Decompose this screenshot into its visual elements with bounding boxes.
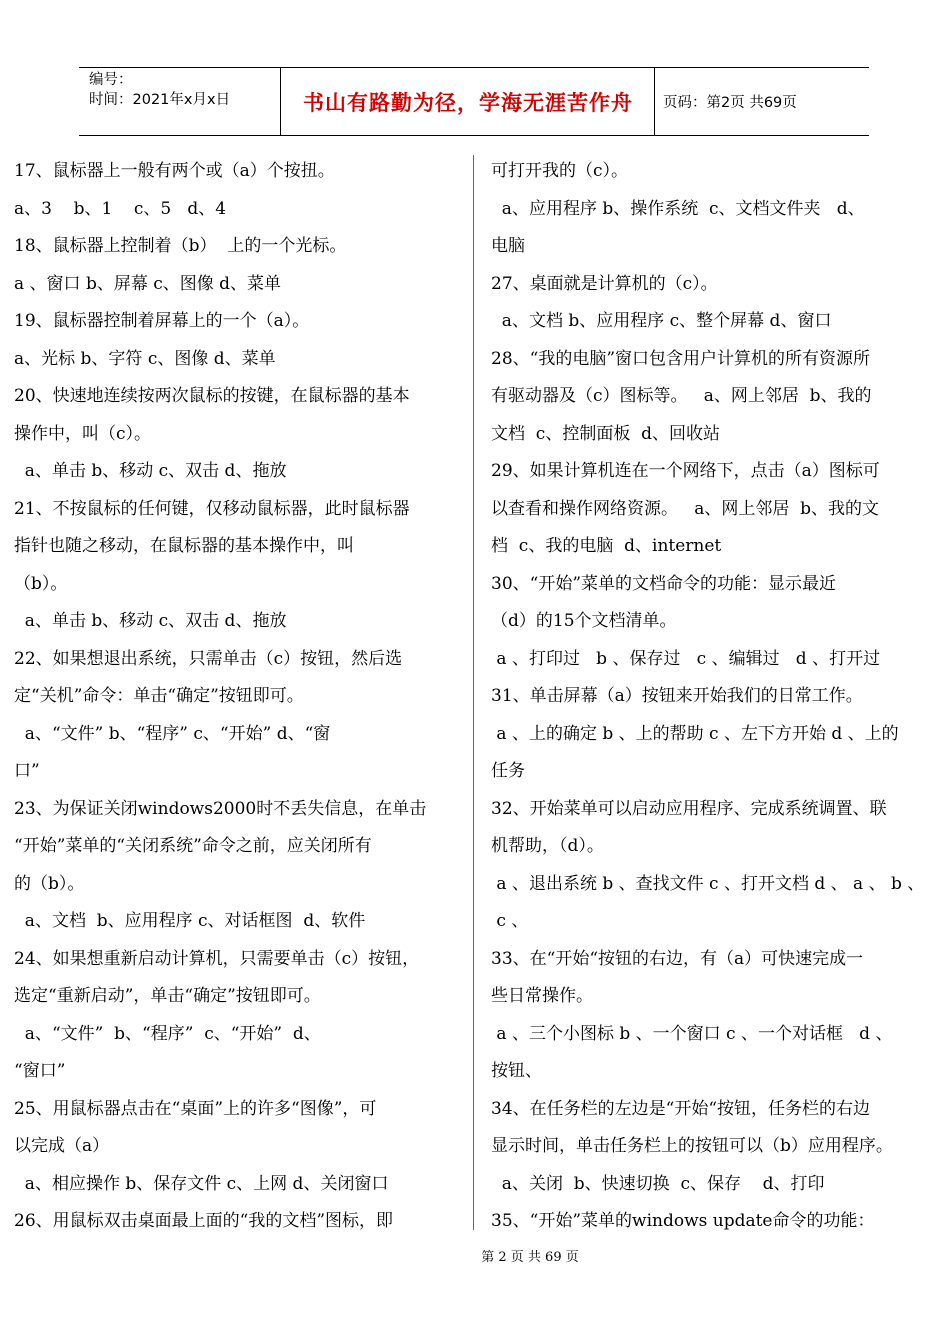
text-line: a、文档 b、应用程序 c、整个屏幕 d、窗口 — [491, 311, 832, 331]
text-line: 27、桌面就是计算机的（c）。 — [491, 273, 718, 294]
text-line: “开始”菜单的“关闭系统”命令之前，应关闭所有 — [14, 836, 372, 856]
text-line: 34、在任务栏的左边是“开始“按钮，任务栏的右边 — [491, 1098, 871, 1119]
text-line: 32、开始菜单可以启动应用程序、完成系统调置、联 — [491, 798, 887, 819]
text-line: 以完成（a） — [14, 1136, 110, 1156]
text-line: a、相应操作 b、保存文件 c、上网 d、关闭窗口 — [14, 1173, 389, 1194]
text-line: “窗口” — [14, 1061, 66, 1081]
text-line: 的（b）。 — [14, 873, 85, 894]
text-line: （b）。 — [14, 573, 68, 594]
header-motto: 书山有路勤为径，学海无涯苦作舟 — [303, 89, 633, 115]
text-line: 17、鼠标器上一般有两个或（a）个按扭。 — [14, 161, 335, 181]
text-line: a、3 b、1 c、5 d、4 — [14, 198, 227, 219]
text-line: a、应用程序 b、操作系统 c、文档文件夹 d、 — [491, 198, 865, 219]
text-line: 35、“开始”菜单的windows update命令的功能： — [491, 1211, 875, 1231]
text-line: 26、用鼠标双击桌面最上面的“我的文档”图标，即 — [14, 1211, 394, 1231]
text-line: 24、如果想重新启动计算机，只需要单击（c）按钮， — [14, 948, 420, 969]
page-header — [79, 67, 869, 136]
text-line: 选定“重新启动”，单击“确定”按钮即可。 — [14, 986, 321, 1006]
text-line: 电脑 — [491, 236, 525, 256]
text-line: 18、鼠标器上控制着（b） 上的一个光标。 — [14, 236, 347, 256]
text-line: a 、退出系统 b 、查找文件 c 、打开文档 d 、 a 、 b 、 — [491, 873, 925, 894]
text-line: 19、鼠标器控制着屏幕上的一个（a）。 — [14, 311, 310, 331]
text-line: c 、 — [491, 911, 529, 931]
text-line: a、光标 b、字符 c、图像 d、菜单 — [14, 348, 276, 369]
text-line: 33、在“开始“按钮的右边，有（a）可快速完成一 — [491, 948, 864, 969]
text-line: 25、用鼠标器点击在“桌面”上的许多“图像”，可 — [14, 1098, 377, 1119]
text-line: 29、如果计算机连在一个网络下，点击（a）图标可 — [491, 461, 880, 481]
text-line: 口” — [14, 761, 40, 781]
right-column — [491, 153, 938, 1241]
text-line: 机帮助，（d）。 — [491, 836, 604, 856]
text-line: 显示时间，单击任务栏上的按钮可以（b）应用程序。 — [491, 1136, 893, 1156]
text-line: a、关闭 b、快速切换 c、保存 d、打印 — [491, 1173, 825, 1194]
document-time: 时间：2021年x月x日 — [89, 92, 231, 108]
document-number-label: 编号： — [89, 72, 133, 88]
text-line: 按钮、 — [491, 1061, 542, 1081]
header-separator — [654, 68, 655, 135]
text-line: （d）的15个文档清单。 — [491, 611, 677, 631]
header-page-info: 页码：第2页 共69页 — [663, 95, 797, 111]
text-line: 22、如果想退出系统，只需单击（c）按钮，然后选 — [14, 648, 403, 669]
text-line: 操作中，叫（c）。 — [14, 423, 152, 444]
text-line: 21、不按鼠标的任何键，仅移动鼠标器，此时鼠标器 — [14, 498, 410, 519]
page-footer: 第 2 页 共 69 页 — [481, 1250, 579, 1265]
text-line: a、文档 b、应用程序 c、对话框图 d、软件 — [14, 911, 366, 931]
text-line: 文档 c、控制面板 d、回收站 — [491, 423, 721, 444]
text-line: 30、“开始”菜单的文档命令的功能：显示最近 — [491, 573, 837, 594]
header-meta — [89, 70, 279, 110]
text-line: a、单击 b、移动 c、双击 d、拖放 — [14, 611, 287, 631]
left-column — [14, 153, 461, 1241]
column-divider — [473, 155, 474, 1230]
text-line: a 、上的确定 b 、上的帮助 c 、左下方开始 d 、上的 — [491, 723, 899, 744]
text-line: 指针也随之移动，在鼠标器的基本操作中，叫 — [14, 536, 354, 556]
text-line: 28、“我的电脑”窗口包含用户计算机的所有资源所 — [491, 348, 871, 369]
text-line: a 、窗口 b、屏幕 c、图像 d、菜单 — [14, 273, 282, 294]
text-line: 31、单击屏幕（a）按钮来开始我们的日常工作。 — [491, 686, 863, 706]
text-line: 20、快速地连续按两次鼠标的按键，在鼠标器的基本 — [14, 386, 410, 406]
text-line: a 、打印过 b 、保存过 c 、编辑过 d 、打开过 — [491, 648, 881, 669]
text-line: 以查看和操作网络资源。 a、网上邻居 b、我的文 — [491, 498, 880, 519]
text-line: 任务 — [491, 761, 525, 781]
header-separator — [280, 68, 281, 135]
text-line: 23、为保证关闭windows2000时不丢失信息，在单击 — [14, 798, 427, 819]
text-line: a、“文件” b、“程序” c、“开始” d、 — [14, 1023, 321, 1044]
text-line: 些日常操作。 — [491, 986, 593, 1006]
text-line: 有驱动器及（c）图标等。 a、网上邻居 b、我的 — [491, 386, 872, 406]
text-line: a、单击 b、移动 c、双击 d、拖放 — [14, 461, 287, 481]
text-line: a 、三个小图标 b 、一个窗口 c 、一个对话框 d 、 — [491, 1023, 893, 1044]
text-line: 可打开我的（c）。 — [491, 161, 629, 181]
text-line: a、“文件” b、“程序” c、“开始” d、“窗 — [14, 723, 331, 744]
text-line: 定“关机”命令：单击“确定”按钮即可。 — [14, 686, 304, 706]
text-line: 档 c、我的电脑 d、internet — [491, 536, 722, 556]
